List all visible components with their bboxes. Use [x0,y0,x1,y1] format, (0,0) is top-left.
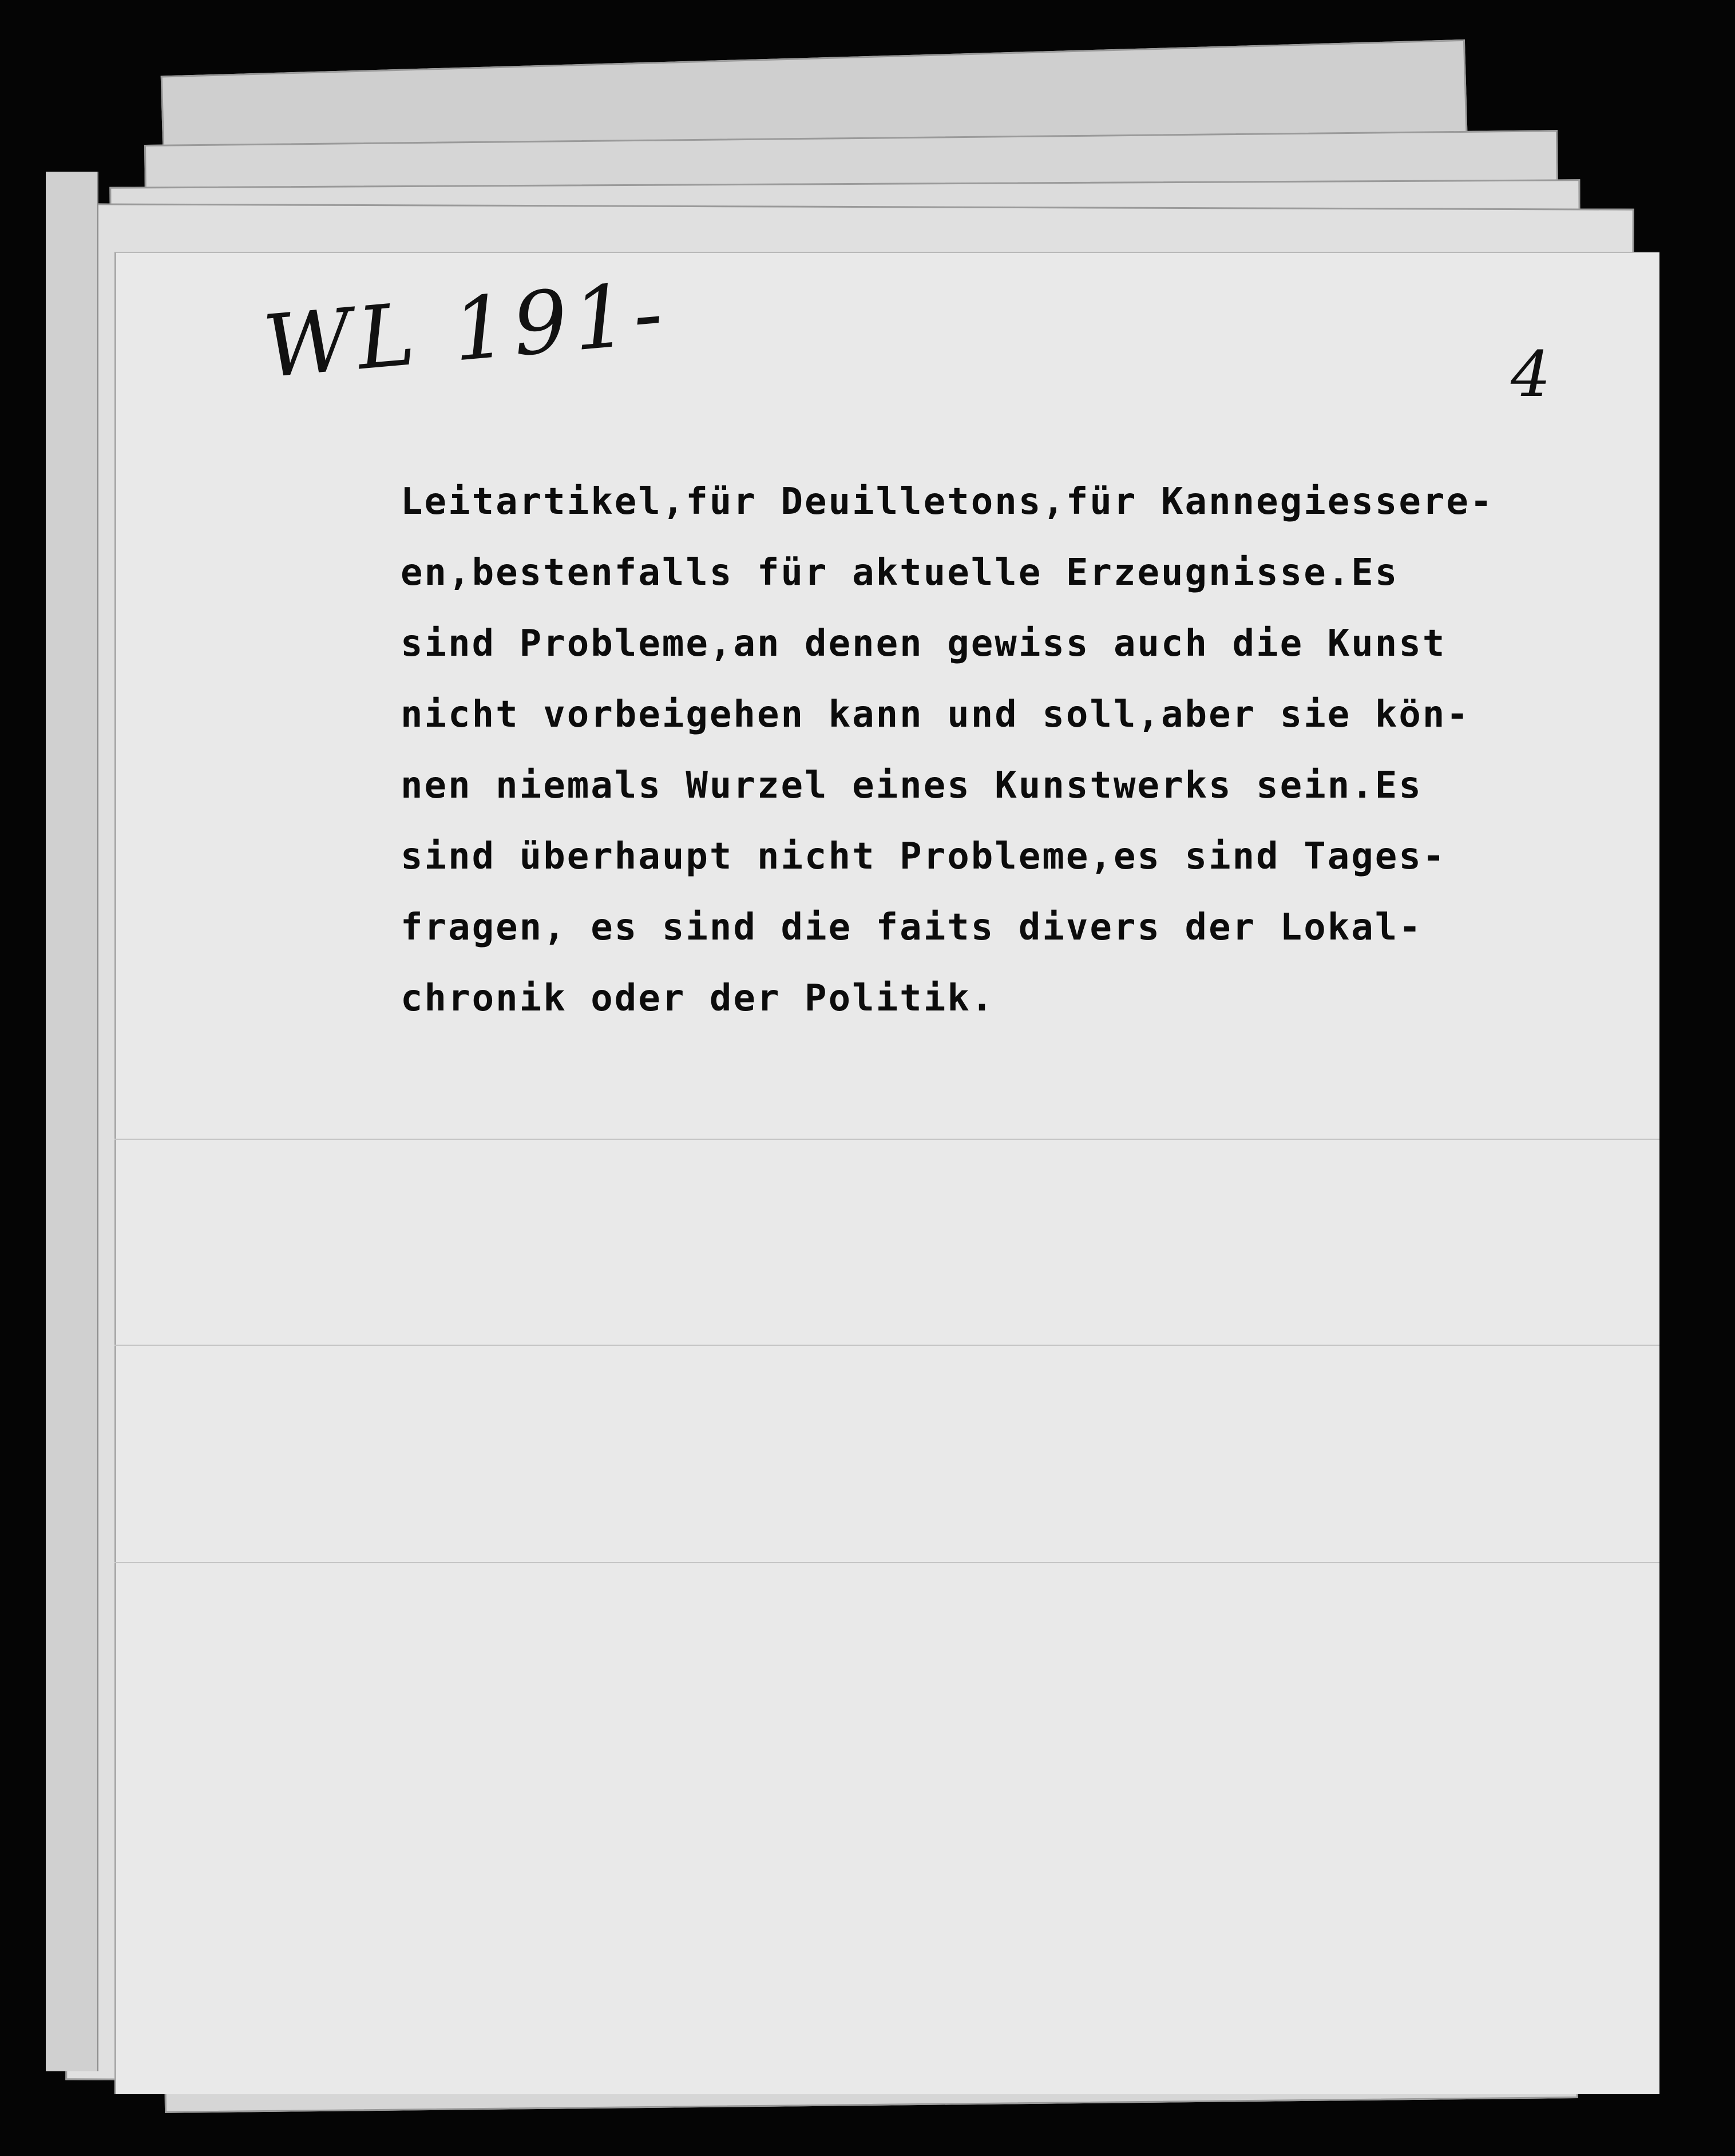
text-line: en,bestenfalls für aktuelle Erzeugnisse.Es [401,552,1399,594]
divider [114,1139,1659,1140]
typed-text-block [401,466,1614,1034]
divider [114,1345,1659,1346]
divider [114,1562,1659,1563]
text-line: sind Probleme,an denen gewiss auch die Kunst [401,623,1447,665]
page-number: 4 [1511,338,1551,411]
handwritten-shelfmark: WL 191- [259,263,672,398]
text-line: fragen, es sind die faits divers der Lokal- [401,906,1423,949]
text-line: nen niemals Wurzel eines Kunstwerks sein.Es [401,764,1423,807]
text-line: nicht vorbeigehen kann und soll,aber sie kön- [401,693,1470,736]
text-line: sind überhaupt nicht Probleme,es sind Tages- [401,835,1447,878]
text-line: chronik oder der Politik. [401,977,995,1020]
page-edge [46,172,98,2071]
text-line: Leitartikel,für Deuilletons,für Kannegiessere- [401,481,1494,523]
